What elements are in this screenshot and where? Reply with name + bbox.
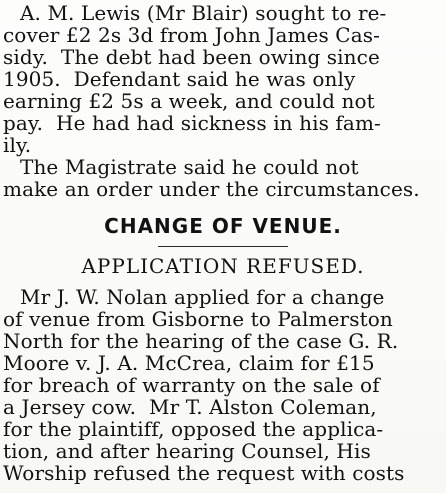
paragraph-3-line-6: a Jersey cow. Mr T. Alston Coleman, — [3, 395, 377, 419]
paragraph-1-line-1: A. M. Lewis (Mr Blair) sought to re- — [20, 1, 387, 25]
paragraph-1-line-2: cover £2 2s 3d from John James Cas- — [3, 23, 380, 47]
section-subheading: APPLICATION REFUSED. — [81, 254, 365, 278]
paragraph-1-line-4: 1905. Defendant said he was only — [3, 67, 356, 91]
paragraph-3-line-9: Worship refused the request with costs — [3, 461, 405, 485]
paragraph-2-line-2: make an order under the circumstances. — [3, 177, 420, 201]
paragraph-3-line-1: Mr J. W. Nolan applied for a change — [20, 285, 385, 309]
paragraph-3-line-8: tion, and after hearing Counsel, His — [3, 439, 371, 463]
paragraph-3-line-5: for breach of warranty on the sale of — [3, 373, 380, 397]
paragraph-1-line-3: sidy. The debt had been owing since — [3, 45, 380, 69]
paragraph-2-line-1: The Magistrate said he could not — [20, 155, 359, 179]
paragraph-3-line-2: of venue from Gisborne to Palmerston — [3, 307, 393, 331]
paragraph-1-line-5: earning £2 5s a week, and could not — [3, 89, 375, 113]
paragraph-1-line-6: pay. He had had sickness in his fam- — [3, 111, 381, 135]
paragraph-3-line-4: Moore v. J. A. McCrea, claim for £15 — [3, 351, 375, 375]
heading-rule — [158, 246, 288, 247]
paragraph-3-line-3: North for the hearing of the case G. R. — [3, 329, 399, 353]
section-heading: CHANGE OF VENUE. — [104, 214, 342, 238]
paragraph-1-line-7: ily. — [3, 133, 32, 157]
paragraph-3-line-7: for the plaintiff, opposed the applica- — [3, 417, 384, 441]
